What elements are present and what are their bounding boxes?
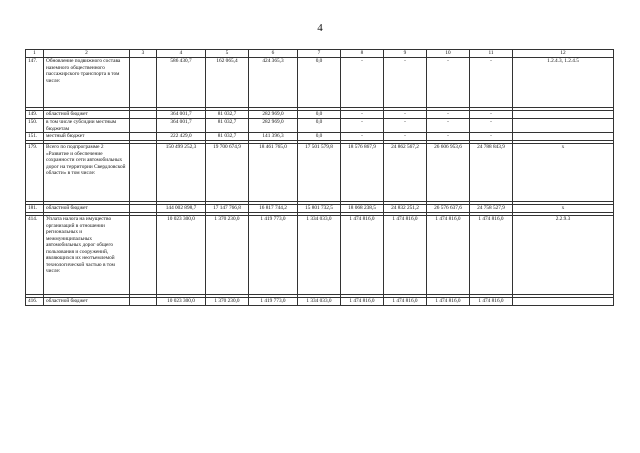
target-code-cell bbox=[513, 298, 614, 306]
table-cell: 0,0 bbox=[298, 133, 341, 141]
target-code-cell: х bbox=[513, 144, 614, 202]
table-cell: 282 969,0 bbox=[249, 119, 298, 133]
column-header: 5 bbox=[206, 50, 249, 58]
table-cell: - bbox=[470, 111, 513, 119]
table-cell: 1 419 773,0 bbox=[249, 216, 298, 295]
table-cell: 17 501 579,8 bbox=[298, 144, 341, 202]
table-cell: 16 817 744,2 bbox=[249, 205, 298, 213]
table-cell: 424 365,3 bbox=[249, 58, 298, 108]
row-number-cell: 416. bbox=[26, 298, 44, 306]
table-cell: 0,0 bbox=[298, 58, 341, 108]
table-cell: - bbox=[341, 119, 384, 133]
table-cell: 1 474 816,0 bbox=[384, 298, 427, 306]
table-cell bbox=[130, 144, 157, 202]
table-row bbox=[26, 144, 614, 202]
table-cell: 141 396,3 bbox=[249, 133, 298, 141]
table-cell: - bbox=[341, 111, 384, 119]
column-header: 7 bbox=[298, 50, 341, 58]
column-header: 10 bbox=[427, 50, 470, 58]
table-cell: 1 370 230,0 bbox=[206, 298, 249, 306]
table-cell: 17 147 766,8 bbox=[206, 205, 249, 213]
row-number-cell: 150. bbox=[26, 119, 44, 133]
table-cell: 1 474 816,0 bbox=[427, 216, 470, 295]
table-cell: - bbox=[427, 111, 470, 119]
table-cell: 1 419 773,0 bbox=[249, 298, 298, 306]
table-cell: 282 969,0 bbox=[249, 111, 298, 119]
table-cell: - bbox=[384, 111, 427, 119]
table-cell: - bbox=[384, 58, 427, 108]
row-number-cell: 149. bbox=[26, 111, 44, 119]
table-cell: 81 032,7 bbox=[206, 111, 249, 119]
header-row bbox=[26, 50, 614, 58]
table-cell: 81 032,7 bbox=[206, 119, 249, 133]
table-cell: 18 576 867,9 bbox=[341, 144, 384, 202]
table-cell: 1 474 816,0 bbox=[341, 216, 384, 295]
row-name-cell: областной бюджет bbox=[44, 298, 130, 306]
table-cell: 150 499 252,3 bbox=[157, 144, 206, 202]
row-name-cell: Обновление подвижного состава наземного общественного пассажирского транспорта в том числе: bbox=[44, 58, 130, 108]
table-cell: 586 430,7 bbox=[157, 58, 206, 108]
column-header: 3 bbox=[130, 50, 157, 58]
table-cell: - bbox=[384, 119, 427, 133]
row-number-cell: 181. bbox=[26, 205, 44, 213]
row-name-cell: Уплата налога на имущество организаций в отношении региональных и межмуниципальных автомобильных дорог общего пользования и сооружений, являющихся их неотъемлемой технологической частью в том числе: bbox=[44, 216, 130, 295]
table-cell: 10 023 300,0 bbox=[157, 298, 206, 306]
target-code-cell bbox=[513, 133, 614, 141]
table-cell: - bbox=[341, 133, 384, 141]
table-cell: - bbox=[470, 133, 513, 141]
table-cell: 1 474 816,0 bbox=[384, 216, 427, 295]
table-cell bbox=[130, 216, 157, 295]
table-cell: 1 334 033,0 bbox=[298, 298, 341, 306]
table-row bbox=[26, 216, 614, 295]
table-cell bbox=[130, 205, 157, 213]
table-cell: 0,0 bbox=[298, 111, 341, 119]
table-cell: 1 474 816,0 bbox=[470, 298, 513, 306]
column-header: 1 bbox=[26, 50, 44, 58]
column-header: 12 bbox=[513, 50, 614, 58]
table-cell: - bbox=[341, 58, 384, 108]
table-cell: - bbox=[470, 119, 513, 133]
table-cell: 10 023 300,0 bbox=[157, 216, 206, 295]
table-body bbox=[26, 58, 614, 306]
table-cell: 364 001,7 bbox=[157, 119, 206, 133]
table-cell: 26 576 637,6 bbox=[427, 205, 470, 213]
table-cell: - bbox=[384, 133, 427, 141]
table-row bbox=[26, 205, 614, 213]
budget-table bbox=[25, 49, 614, 306]
column-header: 6 bbox=[249, 50, 298, 58]
column-header: 11 bbox=[470, 50, 513, 58]
table-cell: - bbox=[470, 58, 513, 108]
table-cell bbox=[130, 119, 157, 133]
table-cell: 24 862 567,2 bbox=[384, 144, 427, 202]
column-header: 4 bbox=[157, 50, 206, 58]
table-cell: 24 788 843,9 bbox=[470, 144, 513, 202]
target-code-cell: 2.2.9.3 bbox=[513, 216, 614, 295]
table-cell bbox=[130, 298, 157, 306]
target-code-cell: х bbox=[513, 205, 614, 213]
table-cell: 81 032,7 bbox=[206, 133, 249, 141]
table-cell: 18 461 765,0 bbox=[249, 144, 298, 202]
row-number-cell: 179. bbox=[26, 144, 44, 202]
table-cell: 26 606 953,6 bbox=[427, 144, 470, 202]
table-row bbox=[26, 133, 614, 141]
table-cell: 144 002 898,7 bbox=[157, 205, 206, 213]
table-cell: 18 068 238,5 bbox=[341, 205, 384, 213]
column-header: 2 bbox=[44, 50, 130, 58]
table-row bbox=[26, 111, 614, 119]
column-header: 9 bbox=[384, 50, 427, 58]
table-cell bbox=[130, 58, 157, 108]
page-number: 4 bbox=[317, 22, 323, 34]
table-cell: 1 474 816,0 bbox=[427, 298, 470, 306]
table-cell: - bbox=[427, 58, 470, 108]
target-code-cell bbox=[513, 111, 614, 119]
table-row bbox=[26, 298, 614, 306]
table-cell: 15 801 732,5 bbox=[298, 205, 341, 213]
table-cell: 19 700 674,9 bbox=[206, 144, 249, 202]
row-name-cell: областной бюджет bbox=[44, 205, 130, 213]
row-name-cell: областной бюджет bbox=[44, 111, 130, 119]
row-number-cell: 151. bbox=[26, 133, 44, 141]
table-cell: 1 334 033,0 bbox=[298, 216, 341, 295]
target-code-cell: 1.2.4.3, 1.2.4.5 bbox=[513, 58, 614, 108]
target-code-cell bbox=[513, 119, 614, 133]
table-cell: 1 370 230,0 bbox=[206, 216, 249, 295]
table-cell: - bbox=[427, 119, 470, 133]
table-cell: 24 832 251,2 bbox=[384, 205, 427, 213]
row-number-cell: 414. bbox=[26, 216, 44, 295]
table-cell: 162 065,4 bbox=[206, 58, 249, 108]
table-cell: 364 001,7 bbox=[157, 111, 206, 119]
table-cell: 1 474 816,0 bbox=[341, 298, 384, 306]
table-cell: 24 758 527,9 bbox=[470, 205, 513, 213]
row-number-cell: 147. bbox=[26, 58, 44, 108]
row-name-cell: Всего по подпрограмме 2 «Развитие и обеспечение сохранности сети автомобильных дорог на территории Свердловской области» в том числе: bbox=[44, 144, 130, 202]
table-cell: 1 474 816,0 bbox=[470, 216, 513, 295]
table-cell bbox=[130, 111, 157, 119]
row-name-cell: местный бюджет bbox=[44, 133, 130, 141]
table-row bbox=[26, 58, 614, 108]
table-cell: 222 429,0 bbox=[157, 133, 206, 141]
table-cell bbox=[130, 133, 157, 141]
column-header: 8 bbox=[341, 50, 384, 58]
table-cell: - bbox=[427, 133, 470, 141]
table-row bbox=[26, 119, 614, 133]
row-name-cell: в том числе субсидии местным бюджетам bbox=[44, 119, 130, 133]
table-cell: 0,0 bbox=[298, 119, 341, 133]
